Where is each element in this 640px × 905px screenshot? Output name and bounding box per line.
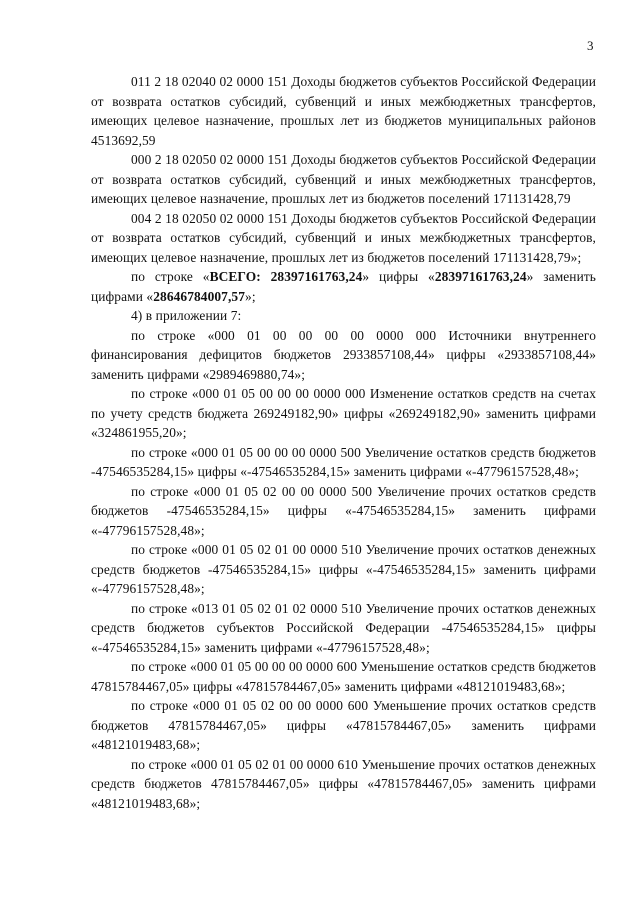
text-segment: » цифры « [362, 269, 435, 284]
text-segment: »; [245, 288, 256, 304]
text-segment: по строке «000 01 00 00 00 00 0000 000 Источники внутреннего финансирования дефицитов бюджетов 2933857108,44» цифры «2933857108,44» заменить цифрами «2989469880,74»; [91, 327, 596, 382]
paragraph [91, 443, 596, 482]
text-segment: 4) в приложении 7: [131, 308, 242, 323]
text-segment: по строке «000 01 05 00 00 00 0000 000 Изменение остатков средств на счетах по учету средств бюджета 269249182,90» цифры «269249182,90» заменить цифрами «324861955,20»; [91, 386, 596, 440]
text-segment: по строке «000 01 05 02 01 00 0000 510 Увеличение прочих остатков денежных средств бюджетов -47546535284,15» цифры «-47546535284,15» заменить цифрами «-47796157528,48»; [91, 542, 596, 596]
text-segment: по строке « [131, 269, 210, 284]
paragraph [91, 72, 596, 150]
page-number: 3 [587, 38, 594, 53]
paragraph [91, 599, 596, 658]
text-segment: по строке «000 01 05 00 00 00 0000 600 Уменьшение остатков средств бюджетов 47815784467,05» цифры «47815784467,05» заменить цифрами «48121019483,68»; [91, 659, 596, 694]
text-segment: по строке «000 01 05 02 00 00 0000 500 Увеличение прочих остатков средств бюджетов -47546535284,15» цифры «-47546535284,15» заменить цифрами «-47796157528,48»; [91, 483, 596, 538]
bold-text-segment: 28397161763,24 [434, 269, 527, 284]
paragraph-heading [91, 306, 596, 326]
paragraph [91, 326, 596, 385]
text-segment: 000 2 18 02050 02 0000 151 Доходы бюджетов субъектов Российской Федерации от возврата остатков субсидий, субвенций и иных межбюджетных трансфертов, имеющих целевое назначение, прошлых лет из бюджетов поселений 171131428,79 [91, 152, 596, 206]
text-segment: по строке «013 01 05 02 01 02 0000 510 Увеличение прочих остатков денежных средств бюджетов субъектов Российской Федерации -47546535284,15» цифры «-47546535284,15» заменить цифрами «-47796157528,48»; [91, 600, 596, 655]
paragraph [91, 150, 596, 209]
bold-text-segment: 28646784007,57 [153, 288, 246, 304]
paragraph [91, 209, 596, 268]
paragraph [91, 657, 596, 696]
bold-text-segment: ВСЕГО: 28397161763,24 [209, 269, 363, 284]
paragraph [91, 755, 596, 814]
document-body [91, 72, 596, 813]
paragraph [91, 540, 596, 599]
paragraph [91, 384, 596, 443]
paragraph-total [91, 267, 596, 306]
text-segment: 011 2 18 02040 02 0000 151 Доходы бюджетов субъектов Российской Федерации от возврата остатков субсидий, субвенций и иных межбюджетных трансфертов, имеющих целевое назначение, прошлых лет из бюджетов муниципальных районов 4513692,59 [91, 74, 596, 148]
text-segment: по строке «000 01 05 02 01 00 0000 610 Уменьшение прочих остатков денежных средств бюджетов 47815784467,05» цифры «47815784467,05» заменить цифрами «48121019483,68»; [91, 756, 596, 811]
paragraph [91, 696, 596, 755]
text-segment: 004 2 18 02050 02 0000 151 Доходы бюджетов субъектов Российской Федерации от возврата остатков субсидий, субвенций и иных межбюджетных трансфертов, имеющих целевое назначение, прошлых лет из бюджетов поселений 171131428,79»; [91, 210, 596, 265]
text-segment: » заменить цифрами « [91, 269, 597, 304]
text-segment: по строке «000 01 05 02 00 00 0000 600 Уменьшение прочих остатков средств бюджетов 47815784467,05» цифры «47815784467,05» заменить цифрами «48121019483,68»; [91, 698, 596, 752]
paragraph [91, 482, 596, 541]
text-segment: по строке «000 01 05 00 00 00 0000 500 Увеличение остатков средств бюджетов -47546535284,15» цифры «-47546535284,15» заменить цифрами «-47796157528,48»; [91, 444, 596, 479]
